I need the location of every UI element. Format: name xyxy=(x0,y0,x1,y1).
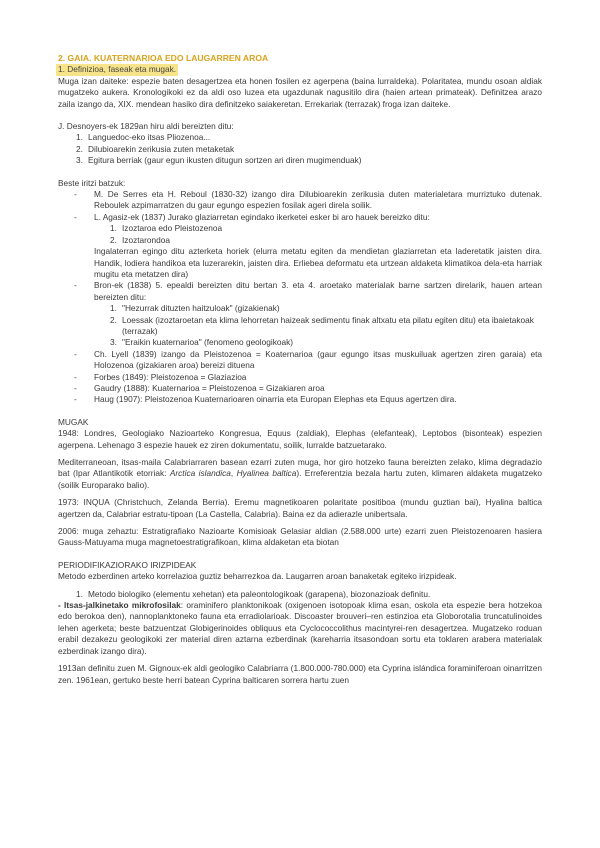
intro-paragraph: Muga izan daiteke: espezie baten desagertzea eta honen fosilen ez agerpena (baina lurraldeka). Polaritatea, mundu osoan aldiak mugatzeko aukera. Kronologikoki ez da aldi oso luzea eta ugazdunak nagusitilo dira (haien artean primateak). Definitzea arazo zaila izango da, XIX. mendean hasiko dira definitzeko saiakeretan. Errekariak (terrazak) froga izan daiteke. xyxy=(58,75,542,109)
microfossil-paragraph: - Itsas-jalkinetako mikrofosilak: oraminifero planktonikoak (oxigenoen isotopoak klima esan, oskola eta espezie bera hotzekoa edo berokoa den), nannoplanktoneko fauna eta erradiolarioak. Discoaster brouveri–ren estinzioa eta Globorotalia truncatulinoides lehen agerketa; beste batzuentzat Globigerinoides obliquus eta Cyclococcolithus macintyrei-ren desagertzea. Mugatzeko roduan erabil dezakezu geologikoki zer material diren aztarna ezberdinak (kareharria itsasondoan sortu eta toklaren arabera materialak ezberdinak izango dira). xyxy=(58,600,542,656)
desnoyers-list xyxy=(58,132,542,166)
chapter-heading: 2. GAIA. KUATERNARIOA EDO LAUGARREN AROA xyxy=(58,53,269,63)
agassiz-sublist xyxy=(58,223,542,246)
list-item: 1. Izoztaroa edo Pleistozenoa xyxy=(110,223,223,234)
list-item-bron: - Bron-ek (1838) 5. epealdi bereizten ditu bertan 3. eta 4. aroetako materialak barne sartzen direlarik, hauen artean bereizten ditu: xyxy=(74,280,542,302)
list-item-gaudry: - Gaudry (1888): Kuaternarioa = Pleistozenoa = Gizakiaren aroa xyxy=(74,382,325,393)
periodif-lead: Metodo ezberdinen arteko korrelazioa guztiz beharrezkoa da. Laugarren aroan banaketak egiteko irizpideak. xyxy=(58,571,457,582)
muga-title: MUGAK xyxy=(58,416,89,427)
list-item: 2. Loessak (izoztaroetan eta klima lehorretan haizeak sedimentu finak altxatu eta pilatu egiten ditu) eta ibaietakoak (terrazak) xyxy=(110,314,534,336)
list-item-lyell: - Ch. Lyell (1839) izango da Pleistozenoa = Koaternarioa (gaur egungo itsas muskuiluak agertzen ziren garaia) eta Holozenoa (gizakiaren aroa) bereizi dituena xyxy=(74,348,542,371)
list-item: 2. Dilubioarekin zerikusia zuten metaketak xyxy=(76,143,235,154)
bron-sublist xyxy=(58,303,542,349)
list-item: 1. "Hezurrak dituzten haitzuloak" (gizakienak) xyxy=(110,303,280,314)
periodif-title: PERIODIFIKAZIORAKO IRIZPIDEAK xyxy=(58,559,197,570)
list-item: 3. "Eraikin kuaternarioa" (fenomeno geologikoak) xyxy=(110,337,294,348)
species-hyalinea: Hyalinea baltica xyxy=(236,468,297,479)
method-list xyxy=(58,589,542,600)
section-subheading: 1. Definizioa, faseak eta mugak. xyxy=(58,64,177,75)
p1913-paragraph: 1913an definitu zuen M. Gignoux-ek aldi geologiko Calabriarra (1.800.000-780.000) eta Cyprina islándica foraminiferoan oinarritzen zen. 1961ean, gertuko beste herri batean Cyprina balticaren sorrera hartu zuen xyxy=(58,663,542,685)
list-item: 3. Egitura berriak (gaur egun ikusten ditugun sortzen ari diren mugimenduak) xyxy=(76,155,362,166)
muga-1948-paragraph: 1948: Londres, Geologiako Nazioarteko Kongresua, Equus (zaldiak), Elephas (elefanteak), Leptobos (bisonteak) espezien agerpena. Lehenago 3 espezie hauek ez ziren dokumentatu, soilik, lurralde batzuetarako. xyxy=(58,428,542,450)
list-item: 2. Izoztarondoa xyxy=(110,234,170,245)
list-item: 1. Languedoc-eko itsas Pliozenoa... xyxy=(76,132,211,143)
mediterranean-paragraph: Mediterraneoan, itsas-maila Calabriarraren basean ezarri zuten muga, hor giro hotzeko fauna bereizten zelako, klima degradazio bat (Ipar Atlantikotik etorriak: Arctica islandica, Hyalinea baltica). Erreferentzia bezala hartu zuten, klimaren aldaketa mugatzeko (soilik Europarako balio). xyxy=(58,457,543,490)
list-item-serres: - M. De Serres eta H. Reboul (1830-32) izango dira Dilubioarekin zerikusia duten materialetara murriztuko dutenak. Reboulek azpimarratzen du gaur egungo espezien fosilak ageri direla soilik. xyxy=(74,189,542,211)
beste-lead: Beste iritzi batzuk: xyxy=(58,177,126,188)
muga-2006-paragraph: 2006: muga zehaztu: Estratigrafiako Nazioarte Komisioak Gelasiar aldian (2.588.000 urte) ezarri zuen Pleistozenoaren hasiera Gauss-Matuyama muga magnetoestratigrafikoan, klima aldaketan eta biotan xyxy=(58,526,542,548)
list-item-agassiz: - L. Agasiz-ek (1837) Jurako glaziarretan egindako ikerketei esker bi aro hauek bereizko ditu: xyxy=(74,211,430,222)
muga-1973-paragraph: 1973: INQUA (Christchuch, Zelanda Berria). Eremu magnetikoaren polaritate positiboa (mundu guztian bai), Hyalina baltica agertzen da, Calabriar estratu-tipoan (La Castella, Calabria). Baina ez da adierazle unibertsala. xyxy=(58,497,542,519)
microfossil-term: - Itsas-jalkinetako mikrofosilak xyxy=(58,600,181,611)
agassiz-continuation: Ingalaterran egingo ditu azterketa horiek (elurra metatu egiten da mendietan glaziarretan eta laderetatik jaisten dira. Handik, lodiera handikoa eta luzerarekin, jaisten dira. Erliebea deformatu eta urtzean aldaketa klimatikoa dela-eta harriak mugitu eta metatzen dira) xyxy=(94,246,542,279)
document-body xyxy=(58,53,542,686)
species-arctica: Arctica islandica xyxy=(169,468,231,479)
list-item-haug: - Haug (1907): Pleistozenoa Kuaternarioaren oinarria eta Europan Elephas eta Equus agertzen dira. xyxy=(74,394,457,405)
list-item-forbes: - Forbes (1849): Pleistozenoa = Glaziazioa xyxy=(74,371,247,382)
desnoyers-lead: J. Desnoyers-ek 1829an hiru aldi bereizten ditu: xyxy=(58,121,234,132)
list-item: 1. Metodo biologiko (elementu xehetan) eta paleontologikoak (garapena), biozonazioak definitu. xyxy=(76,588,431,599)
